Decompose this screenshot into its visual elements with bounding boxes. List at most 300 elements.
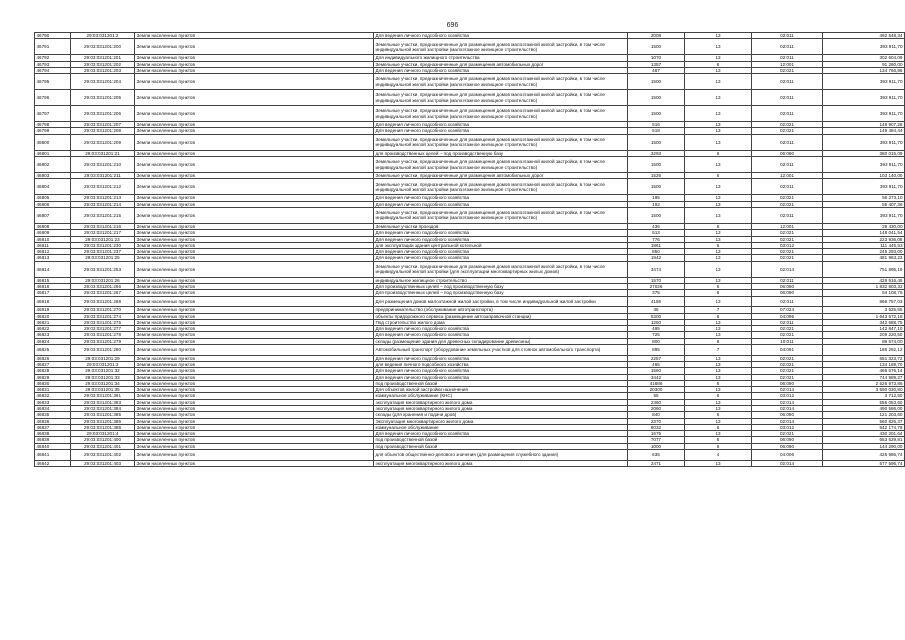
zone-cell: 13 — [685, 319, 752, 325]
cadastral-number-cell: 29:03:031201:202 — [71, 61, 135, 67]
use-code-cell: 04:091 — [752, 345, 823, 356]
cadastral-cost-cell: 91 260,00 — [823, 61, 905, 67]
table-body — [35, 33, 905, 467]
cadastral-number-cell: 29:03:031201:402 — [71, 450, 135, 461]
use-code-cell: 06:090 — [752, 380, 823, 386]
land-category-cell: Земли населенных пунктов — [135, 201, 374, 207]
area-cell: 35 — [628, 307, 685, 313]
area-cell: 840 — [628, 412, 685, 418]
cadastral-cost-cell: 393 911,70 — [823, 106, 905, 122]
zone-cell: 13 — [685, 261, 752, 277]
zone-cell: 6 — [685, 437, 752, 443]
use-code-cell: 04:095 — [752, 313, 823, 319]
land-category-cell: Земли населенных пунктов — [135, 345, 374, 356]
row-number-cell: 46838 — [35, 431, 71, 437]
permitted-use-cell: предпринимательство (обслуживание автотранспорта) — [374, 307, 628, 313]
row-number-cell: 46802 — [35, 157, 71, 173]
table-row — [35, 261, 905, 277]
permitted-use-cell: эксплуатация многоквартирного жилого дома — [374, 460, 628, 466]
cadastral-cost-cell: 103 140,00 — [823, 173, 905, 179]
row-number-cell: 46799 — [35, 128, 71, 134]
use-code-cell: 02:021 — [752, 326, 823, 332]
cadastral-number-cell: 29:03:031201:384 — [71, 405, 135, 411]
cadastral-cost-cell: 393 911,70 — [823, 207, 905, 223]
zone-cell: 13 — [685, 418, 752, 424]
permitted-use-cell: Для ведения личного подсобного хозяйства — [374, 128, 628, 134]
land-category-cell: Земли населенных пунктов — [135, 33, 374, 39]
row-number-cell: 46831 — [35, 387, 71, 393]
area-cell: 375 — [628, 290, 685, 296]
zone-cell: 13 — [685, 122, 752, 128]
cadastral-number-cell: 29:03:031201:212 — [71, 179, 135, 195]
land-category-cell: Земли населенных пунктов — [135, 150, 374, 156]
land-category-cell: Земли населенных пунктов — [135, 236, 374, 242]
area-cell: 1500 — [628, 90, 685, 106]
row-number-cell: 46794 — [35, 67, 71, 73]
cadastral-number-cell: 29:03:031201:21 — [71, 150, 135, 156]
cadastral-cost-cell: 380 015,09 — [823, 150, 905, 156]
cadastral-number-cell: 29:03:031201:29 — [71, 355, 135, 361]
permitted-use-cell: объекты придорожного сервиса (размещение автозаправочной станции) — [374, 313, 628, 319]
row-number-cell: 46819 — [35, 307, 71, 313]
land-category-cell: Земли населенных пунктов — [135, 443, 374, 449]
permitted-use-cell: для эксплуатации здания центральной котельной — [374, 242, 628, 248]
table-row — [35, 106, 905, 122]
row-number-cell: 46798 — [35, 122, 71, 128]
zone-cell: 6 — [685, 284, 752, 290]
page-number: 696 — [446, 22, 459, 29]
use-code-cell: 02:014 — [752, 399, 823, 405]
cadastral-number-cell: 29:03:031201:210 — [71, 157, 135, 173]
permitted-use-cell: Земельные участки проездов — [374, 223, 628, 229]
use-code-cell: 02:011 — [752, 39, 823, 55]
cadastral-cost-cell: 556 053,60 — [823, 399, 905, 405]
use-code-cell: 02:021 — [752, 128, 823, 134]
row-number-cell: 46804 — [35, 179, 71, 195]
row-number-cell: 46816 — [35, 284, 71, 290]
permitted-use-cell: Для производственных целей – под производственную базу — [374, 290, 628, 296]
area-cell: 5300 — [628, 313, 685, 319]
zone-cell: 13 — [685, 374, 752, 380]
land-category-cell: Земли населенных пунктов — [135, 195, 374, 201]
row-number-cell: 46826 — [35, 355, 71, 361]
permitted-use-cell: Земельные участки, предназначенные для размещения домов малоэтажной жилой застройки, в том числе индивидуальной жилой застройки (малоэтажное жилищное строительство) — [374, 39, 628, 55]
use-code-cell: 03:012 — [752, 393, 823, 399]
cadastral-cost-cell: 393 911,70 — [823, 157, 905, 173]
zone-cell: 6 — [685, 150, 752, 156]
land-category-cell: Земли населенных пунктов — [135, 223, 374, 229]
permitted-use-cell: Для ведения личного подсобного хозяйства — [374, 332, 628, 338]
permitted-use-cell: эксплуатация многоквартирного жилого дома — [374, 405, 628, 411]
use-code-cell: 02:011 — [752, 74, 823, 90]
area-cell: 725 — [628, 332, 685, 338]
permitted-use-cell: коммунальное обслуживание (КНС) — [374, 393, 628, 399]
row-number-cell: 46818 — [35, 296, 71, 307]
land-category-cell: Земли населенных пунктов — [135, 128, 374, 134]
row-number-cell: 46795 — [35, 74, 71, 90]
zone-cell: 13 — [685, 255, 752, 261]
cadastral-cost-cell: 425 986,74 — [823, 450, 905, 461]
land-category-cell: Земли населенных пунктов — [135, 319, 374, 325]
cadastral-cost-cell: 653 529,81 — [823, 437, 905, 443]
zone-cell: 13 — [685, 460, 752, 466]
row-number-cell: 46817 — [35, 290, 71, 296]
cadastral-number-cell: 29:03:031201:209 — [71, 134, 135, 150]
zone-cell: 6 — [685, 393, 752, 399]
area-cell: 3293 — [628, 150, 685, 156]
zone-cell: 13 — [685, 157, 752, 173]
land-category-cell: Земли населенных пунктов — [135, 134, 374, 150]
area-cell: 1526 — [628, 173, 685, 179]
zone-cell: 13 — [685, 236, 752, 242]
zone-cell: 6 — [685, 412, 752, 418]
cadastral-cost-cell: 466 576,14 — [823, 368, 905, 374]
cadastral-cost-cell: 1 643 572,18 — [823, 313, 905, 319]
permitted-use-cell: Автомобильный транспорт (оборудование земельных участков для стоянок автомобильного транспорта) — [374, 345, 628, 356]
zone-cell: 13 — [685, 277, 752, 283]
land-category-cell: Земли населенных пунктов — [135, 332, 374, 338]
zone-cell: 6 — [685, 242, 752, 248]
cadastral-number-cell: 29:03:031201:35 — [71, 387, 135, 393]
row-number-cell: 46841 — [35, 450, 71, 461]
cadastral-cost-cell: 3 590 030,80 — [823, 387, 905, 393]
cadastral-cost-cell: 393 911,70 — [823, 74, 905, 90]
row-number-cell: 46822 — [35, 326, 71, 332]
cadastral-number-cell: 29:03:031201:403 — [71, 460, 135, 466]
cadastral-cost-cell: 86 574,00 — [823, 338, 905, 344]
cadastral-cost-cell: 29 430,00 — [823, 223, 905, 229]
permitted-use-cell: Земельные участки, предназначенные для размещения домов малоэтажной жилой застройки, в том числе индивидуальной жилой застройки (малоэтажное жилищное строительство) — [374, 207, 628, 223]
permitted-use-cell: Для производственных целей – под производственную базу — [374, 284, 628, 290]
permitted-use-cell: под производственной базой — [374, 380, 628, 386]
cadastral-number-cell: 29:03:031201:386 — [71, 418, 135, 424]
cadastral-cost-cell: 393 911,70 — [823, 179, 905, 195]
row-number-cell: 46808 — [35, 223, 71, 229]
cadastral-number-cell: 29:03:031201:253 — [71, 261, 135, 277]
row-number-cell: 46796 — [35, 90, 71, 106]
area-cell: 7077 — [628, 437, 685, 443]
land-category-cell: Земли населенных пунктов — [135, 90, 374, 106]
zone-cell: 13 — [685, 361, 752, 367]
use-code-cell: 02:011 — [752, 33, 823, 39]
use-code-cell: 02:021 — [752, 195, 823, 201]
cadastral-number-cell: 29:03:031201:400 — [71, 437, 135, 443]
zone-cell: 13 — [685, 74, 752, 90]
land-category-cell: Земли населенных пунктов — [135, 242, 374, 248]
cadastral-number-cell: 29:03:031201:268 — [71, 296, 135, 307]
zone-cell: 13 — [685, 399, 752, 405]
cadastral-number-cell: 29:03:031201:277 — [71, 326, 135, 332]
land-category-cell: Земли населенных пунктов — [135, 261, 374, 277]
permitted-use-cell: Для ведения личного подсобного хозяйства — [374, 33, 628, 39]
row-number-cell: 46820 — [35, 313, 71, 319]
land-category-cell: Земли населенных пунктов — [135, 460, 374, 466]
cadastral-number-cell: 29:03:031201:201 — [71, 55, 135, 61]
area-cell: 2060 — [628, 405, 685, 411]
use-code-cell: 02:011 — [752, 277, 823, 283]
use-code-cell: 02:011 — [752, 296, 823, 307]
cadastral-cost-cell: 2 526 973,86 — [823, 380, 905, 386]
permitted-use-cell: Земельные участки, предназначенные для размещения домов малоэтажной жилой застройки, в том числе индивидуальной жилой застройки (малоэтажное жилищное строительство) — [374, 157, 628, 173]
cadastral-cost-cell: 223 936,08 — [823, 236, 905, 242]
cadastral-number-cell: 29:03:031201:270 — [71, 307, 135, 313]
cadastral-cost-cell: 55 407,36 — [823, 201, 905, 207]
table-row — [35, 345, 905, 356]
cadastral-number-cell: 29:03:031201:385 — [71, 412, 135, 418]
zone-cell: 13 — [685, 387, 752, 393]
land-category-cell: Земли населенных пунктов — [135, 284, 374, 290]
row-number-cell: 46823 — [35, 332, 71, 338]
use-code-cell: 02:021 — [752, 67, 823, 73]
area-cell: 1357 — [628, 61, 685, 67]
use-code-cell: 02:021 — [752, 361, 823, 367]
land-category-cell: Земли населенных пунктов — [135, 368, 374, 374]
row-number-cell: 46821 — [35, 319, 71, 325]
use-code-cell: 04:006 — [752, 450, 823, 461]
land-category-cell: Земли населенных пунктов — [135, 313, 374, 319]
cadastral-number-cell: 29:03:031201:203 — [71, 67, 135, 73]
cadastral-cost-cell: 577 596,74 — [823, 460, 905, 466]
cadastral-number-cell: 29:03:031201:266 — [71, 284, 135, 290]
cadastral-cost-cell: 134 766,86 — [823, 67, 905, 73]
land-category-cell: Земли населенных пунктов — [135, 405, 374, 411]
cadastral-value-table — [34, 32, 905, 467]
zone-cell: 13 — [685, 332, 752, 338]
cadastral-number-cell: 29:03:031201:3 — [71, 361, 135, 367]
cadastral-cost-cell: 142 847,10 — [823, 326, 905, 332]
land-category-cell: Земли населенных пунктов — [135, 338, 374, 344]
permitted-use-cell: для ведения личного подсобного хозяйства — [374, 361, 628, 367]
area-cell: 1500 — [628, 179, 685, 195]
cadastral-number-cell: 29:03:031201:280 — [71, 345, 135, 356]
zone-cell: 6 — [685, 338, 752, 344]
use-code-cell: 03:012 — [752, 242, 823, 248]
row-number-cell: 46842 — [35, 460, 71, 466]
area-cell: 8032 — [628, 424, 685, 430]
use-code-cell: 02:021 — [752, 249, 823, 255]
cadastral-number-cell: 29:03:031201:275 — [71, 319, 135, 325]
land-category-cell: Земли населенных пунктов — [135, 157, 374, 173]
row-number-cell: 46800 — [35, 134, 71, 150]
permitted-use-cell: Эксплуатация многоквартирного жилого дома — [374, 418, 628, 424]
cadastral-cost-cell: 56 273,10 — [823, 195, 905, 201]
row-number-cell: 46793 — [35, 61, 71, 67]
zone-cell: 6 — [685, 173, 752, 179]
cadastral-number-cell: 29:03:031201:213 — [71, 195, 135, 201]
cadastral-number-cell: 29:03:031201:205 — [71, 90, 135, 106]
land-category-cell: Земли населенных пунктов — [135, 230, 374, 236]
area-cell: 895 — [628, 345, 685, 356]
zone-cell: 6 — [685, 424, 752, 430]
area-cell: 1500 — [628, 39, 685, 55]
zone-cell: 13 — [685, 195, 752, 201]
land-category-cell: Земли населенных пунктов — [135, 450, 374, 461]
permitted-use-cell: Для ведения личного подсобного хозяйства — [374, 368, 628, 374]
permitted-use-cell: Для ведения личного подсобного хозяйства — [374, 355, 628, 361]
zone-cell: 13 — [685, 67, 752, 73]
row-number-cell: 46835 — [35, 412, 71, 418]
cadastral-number-cell: 29:03:031201:383 — [71, 399, 135, 405]
permitted-use-cell: Для ведения личного подсобного хозяйства — [374, 201, 628, 207]
row-number-cell: 46811 — [35, 242, 71, 248]
row-number-cell: 46807 — [35, 207, 71, 223]
land-category-cell: Земли населенных пунктов — [135, 326, 374, 332]
cadastral-number-cell: 29:03:031201:278 — [71, 332, 135, 338]
cadastral-number-cell: 29:03:031201:2 — [71, 33, 135, 39]
area-cell: 495 — [628, 326, 685, 332]
area-cell: 516 — [628, 122, 685, 128]
use-code-cell: 06:090 — [752, 150, 823, 156]
cadastral-cost-cell: 342 688,75 — [823, 319, 905, 325]
permitted-use-cell: коммунальное обслуживание — [374, 424, 628, 430]
permitted-use-cell: индивидуальное жилищное строительство — [374, 277, 628, 283]
use-code-cell: 02:011 — [752, 134, 823, 150]
row-number-cell: 46803 — [35, 173, 71, 179]
cadastral-number-cell: 29:03:031201:216 — [71, 223, 135, 229]
area-cell: 2360 — [628, 399, 685, 405]
use-code-cell: 02:021 — [752, 236, 823, 242]
use-code-cell: 06:090 — [752, 443, 823, 449]
use-code-cell: 02:021 — [752, 374, 823, 380]
cadastral-cost-cell: 751 895,19 — [823, 261, 905, 277]
cadastral-number-cell: 29:03:031201:33 — [71, 374, 135, 380]
land-category-cell: Земли населенных пунктов — [135, 380, 374, 386]
area-cell: 41686 — [628, 380, 685, 386]
cadastral-cost-cell: 1 832 803,32 — [823, 284, 905, 290]
zone-cell: 7 — [685, 345, 752, 356]
zone-cell: 6 — [685, 313, 752, 319]
table-row — [35, 296, 905, 307]
use-code-cell: 02:011 — [752, 179, 823, 195]
area-cell: 1570 — [628, 277, 685, 283]
land-category-cell: Земли населенных пунктов — [135, 307, 374, 313]
zone-cell: 13 — [685, 179, 752, 195]
permitted-use-cell: Для ведения личного подсобного хозяйства — [374, 255, 628, 261]
land-category-cell: Земли населенных пунктов — [135, 106, 374, 122]
use-code-cell: 02:011 — [752, 90, 823, 106]
use-code-cell: 02:021 — [752, 332, 823, 338]
permitted-use-cell: Земельные участки, предназначенные для размещения домов малоэтажной жилой застройки, в том числе индивидуальной жилой застройки (малоэтажное жилищное строительство) — [374, 179, 628, 195]
table-row — [35, 90, 905, 106]
zone-cell: 13 — [685, 33, 752, 39]
cadastral-number-cell: 29:03:031201:207 — [71, 122, 135, 128]
permitted-use-cell: Для ведения личного подсобного хозяйства — [374, 230, 628, 236]
cadastral-cost-cell: 490 586,00 — [823, 405, 905, 411]
land-category-cell: Земли населенных пунктов — [135, 39, 374, 55]
zone-cell: 13 — [685, 249, 752, 255]
use-code-cell: 02:014 — [752, 460, 823, 466]
permitted-use-cell: Для ведения личного подсобного хозяйства — [374, 195, 628, 201]
area-cell: 518 — [628, 128, 685, 134]
use-code-cell: 02:014 — [752, 261, 823, 277]
zone-cell: 13 — [685, 230, 752, 236]
cadastral-number-cell: 29:03:031201:215 — [71, 207, 135, 223]
permitted-use-cell: Для ведения личного подсобного хозяйства — [374, 374, 628, 380]
row-number-cell: 46790 — [35, 33, 71, 39]
zone-cell: 13 — [685, 128, 752, 134]
permitted-use-cell: склады (для хранения и подачи дров) — [374, 412, 628, 418]
area-cell: 20300 — [628, 387, 685, 393]
area-cell: 635 — [628, 450, 685, 461]
permitted-use-cell: Земельные участки, предназначенные для размещения автомобильных дорог — [374, 61, 628, 67]
permitted-use-cell: Земельные участки, предназначенные для размещения автомобильных дорог — [374, 173, 628, 179]
land-category-cell: Земли населенных пунктов — [135, 418, 374, 424]
use-code-cell: 02:011 — [752, 319, 823, 325]
use-code-cell: 02:014 — [752, 387, 823, 393]
row-number-cell: 46837 — [35, 424, 71, 430]
area-cell: 1500 — [628, 207, 685, 223]
row-number-cell: 46810 — [35, 236, 71, 242]
area-cell: 1070 — [628, 55, 685, 61]
permitted-use-cell: Для ведения личного подсобного хозяйства — [374, 67, 628, 73]
permitted-use-cell: под производственной базой — [374, 437, 628, 443]
cadastral-cost-cell: 148 907,28 — [823, 122, 905, 128]
cadastral-number-cell: 29:03:031201:200 — [71, 39, 135, 55]
permitted-use-cell: Земельные участки, предназначенные для размещения домов малоэтажной жилой застройки, в том числе индивидуальной жилой застройки (малоэтажное жилищное строительство) — [374, 74, 628, 90]
zone-cell: 13 — [685, 431, 752, 437]
cadastral-number-cell: 29:03:031201:206 — [71, 106, 135, 122]
area-cell: 1000 — [628, 443, 685, 449]
area-cell: 1500 — [628, 74, 685, 90]
cadastral-number-cell: 29:03:031201:267 — [71, 290, 135, 296]
permitted-use-cell: Земельные участки, предназначенные для размещения домов малоэтажной жилой застройки, в том числе индивидуальной жилой застройки (малоэтажное жилищное строительство) — [374, 90, 628, 106]
permitted-use-cell: Для объектов жилой застройки назначения — [374, 387, 628, 393]
permitted-use-cell: склады (размещение здания для древесных складирование древесины) — [374, 338, 628, 344]
row-number-cell: 46839 — [35, 437, 71, 443]
row-number-cell: 46827 — [35, 361, 71, 367]
area-cell: 2370 — [628, 418, 685, 424]
zone-cell: 13 — [685, 55, 752, 61]
land-category-cell: Земли населенных пунктов — [135, 61, 374, 67]
cadastral-cost-cell: 3 525,55 — [823, 307, 905, 313]
cadastral-cost-cell: 121 203,60 — [823, 412, 905, 418]
area-cell: 4186 — [628, 296, 685, 307]
permitted-use-cell: Под строительство жилого дома — [374, 319, 628, 325]
use-code-cell: 12:001 — [752, 173, 823, 179]
row-number-cell: 46806 — [35, 201, 71, 207]
cadastral-cost-cell: 492 548,34 — [823, 33, 905, 39]
use-code-cell: 12:001 — [752, 61, 823, 67]
zone-cell: 4 — [685, 450, 752, 461]
area-cell: 436 — [628, 223, 685, 229]
land-category-cell: Земли населенных пунктов — [135, 277, 374, 283]
cadastral-number-cell: 29:03:031201:32 — [71, 368, 135, 374]
row-number-cell: 46801 — [35, 150, 71, 156]
area-cell: 800 — [628, 338, 685, 344]
zone-cell: 13 — [685, 134, 752, 150]
row-number-cell: 46840 — [35, 443, 71, 449]
use-code-cell: 02:021 — [752, 230, 823, 236]
area-cell: 3442 — [628, 374, 685, 380]
use-code-cell: 02:014 — [752, 405, 823, 411]
cadastral-cost-cell: 393 911,70 — [823, 134, 905, 150]
cadastral-cost-cell: 149 484,44 — [823, 128, 905, 134]
row-number-cell: 46834 — [35, 405, 71, 411]
permitted-use-cell: для производственных целей – под производственную базу — [374, 150, 628, 156]
land-category-cell: Земли населенных пунктов — [135, 296, 374, 307]
land-category-cell: Земли населенных пунктов — [135, 179, 374, 195]
row-number-cell: 46809 — [35, 230, 71, 236]
cadastral-cost-cell: 866 757,03 — [823, 296, 905, 307]
cadastral-number-cell: 29:03:031201:237 — [71, 249, 135, 255]
cadastral-cost-cell: 542 174,78 — [823, 424, 905, 430]
permitted-use-cell: для объектов общественно-делового значения (для размещения служебного здания) — [374, 450, 628, 461]
land-category-cell: Земли населенных пунктов — [135, 393, 374, 399]
cadastral-cost-cell: 481 963,23 — [823, 255, 905, 261]
area-cell: 1500 — [628, 157, 685, 173]
cadastral-number-cell: 29:03:031201:381 — [71, 393, 135, 399]
cadastral-cost-cell: 302 604,09 — [823, 55, 905, 61]
